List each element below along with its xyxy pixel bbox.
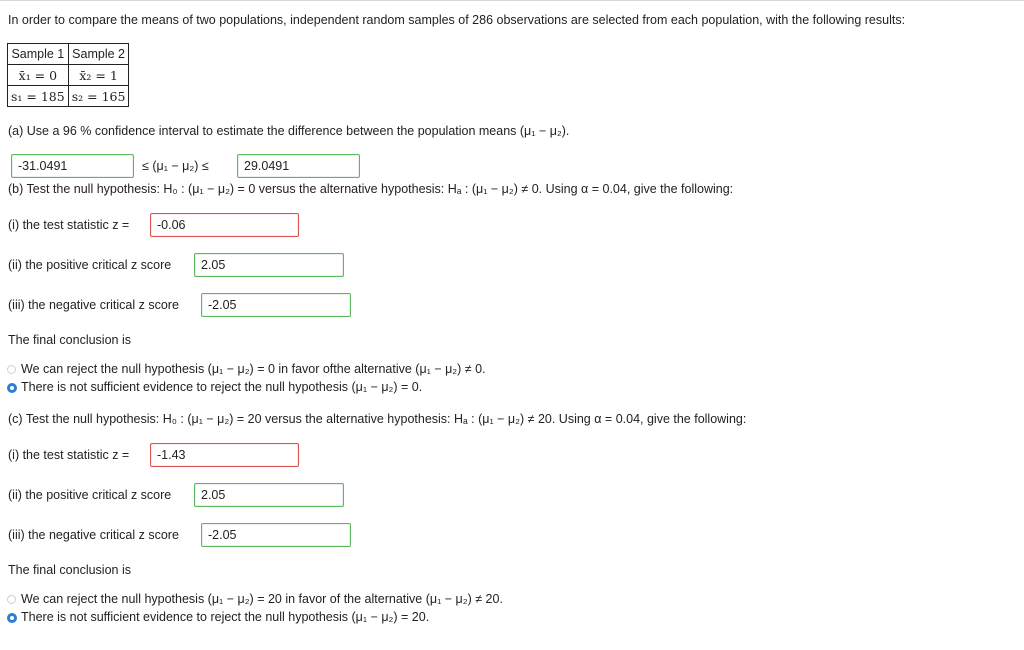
table-cell: s₁ = 185 [8,86,69,107]
c-reject-option[interactable]: We can reject the null hypothesis (μ₁ − μ₂) = 20 in favor of the alternative (μ₁ − μ₂) ≠ 20. [21,592,503,606]
c-neg-label: (iii) the negative critical z score [8,528,179,542]
b-negative-critical-input[interactable]: -2.05 [201,293,351,317]
b-not-sufficient-radio[interactable] [7,383,17,393]
c-reject-radio[interactable] [7,595,16,604]
c-pos-label: (ii) the positive critical z score [8,488,172,502]
ci-middle-text: ≤ (μ₁ − μ₂) ≤ [142,159,209,173]
b-conclusion-label: The final conclusion is [8,333,131,347]
table-cell: x̄₁ = 0 [8,65,69,86]
part-a-question: (a) Use a 96 % confidence interval to estimate the difference between the population means (μ₁ − μ₂). [8,124,570,138]
c-positive-critical-input[interactable]: 2.05 [194,483,344,507]
table-cell: s₂ = 165 [68,86,129,107]
c-negative-critical-input[interactable]: -2.05 [201,523,351,547]
ci-lower-input[interactable]: -31.0491 [11,154,134,178]
problem-intro: In order to compare the means of two populations, independent random samples of 286 observations are selected from each population, with the following results: [8,13,906,27]
b-positive-critical-input[interactable]: 2.05 [194,253,344,277]
b-reject-radio[interactable] [7,365,16,374]
c-not-sufficient-radio[interactable] [7,613,17,623]
sample-table [7,43,129,107]
ci-upper-input[interactable]: 29.0491 [237,154,360,178]
c-not-sufficient-option[interactable]: There is not sufficient evidence to reject the null hypothesis (μ₁ − μ₂) = 20. [21,610,430,624]
b-not-sufficient-option[interactable]: There is not sufficient evidence to reject the null hypothesis (μ₁ − μ₂) = 0. [21,380,423,394]
table-header: Sample 1 [8,44,69,65]
part-c-question: (c) Test the null hypothesis: H₀ : (μ₁ − μ₂) = 20 versus the alternative hypothesis: Hₐ : (μ₁ − μ₂) ≠ 20. Using α = 0.04, give the following: [8,412,747,426]
c-conclusion-label: The final conclusion is [8,563,131,577]
b-reject-option[interactable]: We can reject the null hypothesis (μ₁ − μ₂) = 0 in favor ofthe alternative (μ₁ − μ₂) ≠ 0. [21,362,486,376]
c-stat-label: (i) the test statistic z = [8,448,130,462]
part-b-question: (b) Test the null hypothesis: H₀ : (μ₁ − μ₂) = 0 versus the alternative hypothesis: Hₐ : (μ₁ − μ₂) ≠ 0. Using α = 0.04, give the following: [8,182,734,196]
b-neg-label: (iii) the negative critical z score [8,298,179,312]
b-pos-label: (ii) the positive critical z score [8,258,172,272]
table-cell: x̄₂ = 1 [68,65,129,86]
b-stat-label: (i) the test statistic z = [8,218,130,232]
c-test-statistic-input[interactable]: -1.43 [150,443,299,467]
b-test-statistic-input[interactable]: -0.06 [150,213,299,237]
table-header: Sample 2 [68,44,129,65]
